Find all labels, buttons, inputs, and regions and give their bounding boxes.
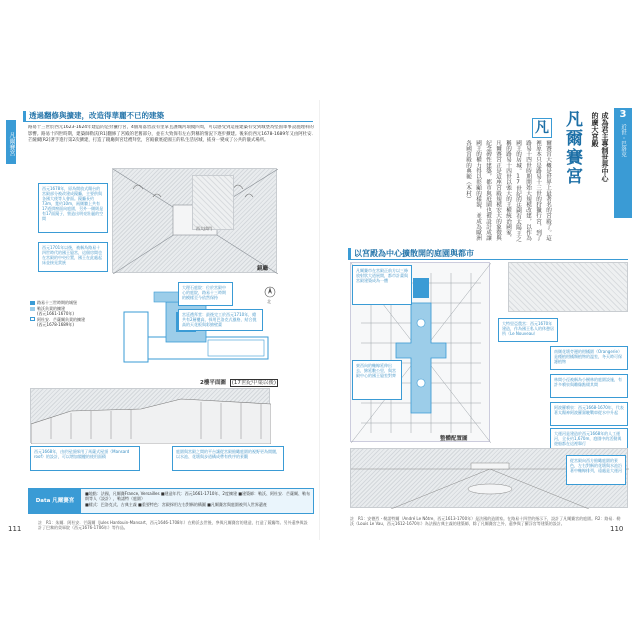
running-head-text: 凡爾賽宮 [8,131,15,156]
chapel-inset [192,175,234,230]
left-page-number: 111 [8,525,22,533]
garden-view-caption: 從宮殿向西方俯瞰庭園的景色，左右對稱的花壇與水池沿著中軸線排列，遠處是大運河 [566,455,626,485]
plan-title [200,378,278,386]
legend-item-1: 勒沃負責的擴建 [37,306,65,312]
site-plan-label: 整體配置圖 [440,436,468,442]
section-title: 透過翻修與擴建，改造得華麗不已的建築 [29,111,164,120]
marble-court-caption: 大理石庭院：位於宮殿中心的庭院，路易十三時期的模樣至今依然保持 [178,282,233,306]
intro-text: 爾賽宮大概是世界上最著名的宮殿了。這裡原本只是路易十三世的狩獵行宮，到了路易十四世時期開始大規模改建，以作為國王的居城。17世紀的法國有太陽王之稱的路易十四世以強大的王權統治國家，凡爾賽宮正是這座宮殿規模宏大的象徵與紀念碑性建築，都市與庭園也被設計成讓國王的權力得以彰顯的樣貌，並成為歐洲各國宮殿的典範（木村） [465,140,551,242]
hall-label: 鏡廳 [257,266,269,272]
map-title: 以宮殿為中心擴散開的庭園與都市 [354,249,474,258]
chapter-tab [614,108,632,218]
right-page-number: 110 [610,525,624,533]
legend-item-4: (西元1678-1689年) [37,321,74,327]
main-title: 凡爾賽宮 [562,110,582,186]
data-line-1: ■地點：法國，凡爾賽France, Versailles ■建造年代：西元1661-1710年、2度擴建 ■建築師：勒沃、阿杜安．芒薩爾、勒布朗等人（設計），勒諾特（庭園） [85,491,311,502]
section-heading-1: 成為君主專制世界中心 [601,112,609,182]
gutter-line [319,100,320,540]
garden-front-caption: 庭園與宮殿之間的平台讓從宮殿俯瞰庭園的視野更為開闊，以水池、花壇與步道構成帶有秩序的景觀 [172,446,284,471]
data-box [28,488,314,514]
legend-item-3: 阿杜安．芒薩爾負責的擴建 [37,316,85,322]
right-footnote: 註 R1：安德烈・勒諾特爾（André Le Nôtre，西元1613-1700年）是法國的造園家。在路易十四世的指示下，設計了凡爾賽宮的庭園。R2：路易．勒沃（Louis Le Vau，西元1612-1670年）為法國古典主義的建築師，除了凡爾賽宮之外，還參與了羅浮宮等建築的設計。 [350,516,621,527]
hall-caption: 西元1678年，原為開放式陽台的宮殿部分被改建成鏡廳，主要供與各國大使等人會面。鏡廳長約73m，寬約10m，兩側牆上共有17道拱窗面向庭園，另外一側則是有17面鏡子，營造出明亮壯麗的空間 [38,183,108,233]
running-head-tab [6,120,16,164]
roof-caption: 西元1668年，由於屋頂採用了馬薩式屋頂（Mansard roof）的設計，可以增加閣樓的使用面積 [30,446,140,471]
north-label: 北 [267,299,271,304]
legend-item-2: (西元1661-1670年) [37,311,74,317]
legend-title: 路易十三世時期的城堡 [37,300,77,305]
data-line-2: ■樣式：巴洛克式、古典主義 ■重要特色：宮殿採用左右對稱的構圖 ■凡爾賽宮與庭園被列入世界遺產 [85,502,267,507]
right-page [320,0,640,640]
chapter-number: 3 [619,109,627,120]
city-caption: 凡爾賽市在宮殿正前方以三條放射狀大道展開，都市計畫與宮殿建築成為一體 [352,265,412,305]
orangerie-caption: 南側花壇旁邊的柑橘園（Orangerie）是種植柑橘類植物的溫室，冬天時可保護植物 [550,346,628,370]
trianon-caption: 大特里亞農宮：西元1670年建造，作為國王私人的休憩居所（Le Nouveau） [498,318,558,342]
axis-caption: 東西向的軸線延伸出去，綿延數公里，與宮殿中心的國王寢室對齊 [352,360,402,400]
plan-title-main: 2樓平面圖 [200,380,226,386]
section-title-bar [23,110,313,122]
map-title-marker [348,248,351,259]
plan-legend [30,300,110,327]
facade-drawing [31,389,271,444]
plan-title-sub: (17世紀中葉以後) [231,380,277,386]
drop-cap: 凡 [532,118,552,138]
left-footnote: 註 R1：朱爾．阿杜安．芒薩爾（Jules Hardouin-Mansart，西元1646-1708年）在勒沃去世後，參與凡爾賽宮的建造，打造了鏡廳等。另外還參與設計了巴黎的榮軍院（西元1676-1706年）等作品。 [38,520,308,531]
fountain-caption: 阿波羅噴泉：西元1668-1670年，代表著太陽神阿波羅駕駛戰車從水中升起 [550,402,628,426]
south-caption: 西元1701年以後，被稱為路易十四世時代的國王寢宮，這個房間也在宮殿的中央位置，國王在此處起床並接見貴族 [38,242,108,272]
grove-caption: 林間小徑被稱為小樹林的庭園設施，有許多噴泉與雕像點綴其間 [550,374,628,398]
section-heading-2: 的廣大宮殿 [591,112,599,147]
body-text: 路易十三世於西元1623-1624年建造的是狩獵行宮，4個角落皆設有里拿且護城河環繞四周，可以感受到這座建築有受到城堡為堅固軍事設施理科的影響。路易十四世時期，建築師勒沃[R1]翻修了宮殿的老舊部分，並在大致保有左右對稱的情況下逐步擴建。後來於西元1678-1689年又由阿杜安．芒薩爾[R2]著手進行第2次擴建，打造了鏡廳與宮廷禮拜堂，宮殿徹底從國王的私生活居城，搖身一變成了公共的儀式場所。 [28,125,316,143]
chapter-label: 近世・巴洛克 [620,124,626,157]
data-box-title: Data 凡爾賽宮 [29,489,81,513]
map-title-bar [348,247,628,260]
canal-caption: 大運河是建造於西元1668年的人工運河，全長約1,670m，庭園中的活動與遊船都在這裡舉行 [550,428,628,450]
trianon-illustration [508,262,628,312]
palace-facade-illustration [30,388,270,443]
chapel-caption: 宮廷禮拜堂：最後完工於西元1710年，總共有2層樓高，採用巴洛克式風格，結合挑高的天花板與彩繪壁畫 [178,309,263,331]
section-title-marker [23,111,26,121]
chapel-label: 西大拱門 [196,226,212,231]
